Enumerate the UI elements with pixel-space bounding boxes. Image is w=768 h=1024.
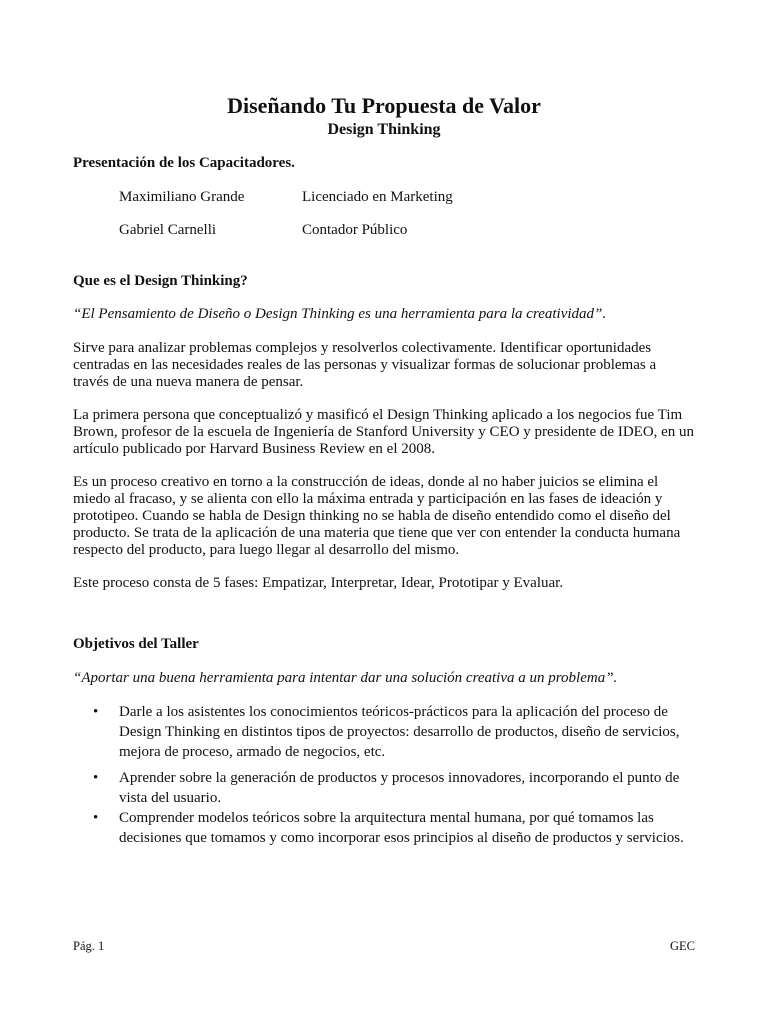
- paragraph: Es un proceso creativo en torno a la construcción de ideas, donde al no haber juicios se elimina el miedo al fracaso, y se alienta con ello la máxima entrada y participación en las fases de ideación y prototipeo. Cuando se habla de Design thinking no se habla de diseño entendido como el diseño del producto. Se trata de la aplicación de una materia que tiene que ver con entender la conducta humana respecto del producto, para luego llegar al desarrollo del mismo.: [73, 474, 681, 558]
- document-subtitle: Design Thinking: [327, 121, 441, 138]
- list-item-text: Darle a los asistentes los conocimientos teóricos-prácticos para la aplicación del proceso de Design Thinking en distintos tipos de proyectos: desarrollo de productos, diseño de servicios, mejora de proceso, armado de negocios, etc.: [119, 704, 680, 760]
- paragraph: La primera persona que conceptualizó y masificó el Design Thinking aplicado a los negocios fue Tim Brown, profesor de la escuela de Ingeniería de Stanford University y CEO y presidente de IDEO, en un artículo publicado por Harvard Business Review en el 2008.: [73, 407, 695, 457]
- document-title: Diseñando Tu Propuesta de Valor: [227, 93, 541, 118]
- list-item: [73, 808, 695, 848]
- objectives-list: [73, 702, 695, 848]
- trainer-name: Gabriel Carnelli: [119, 222, 217, 238]
- list-item: [73, 702, 695, 762]
- objectives-quote: “Aportar una buena herramienta para intentar dar una solución creativa a un problema”.: [73, 670, 618, 686]
- footer-page-number: Pág. 1: [73, 939, 105, 953]
- footer-org: GEC: [670, 939, 695, 953]
- what-heading: Que es el Design Thinking?: [73, 273, 248, 289]
- list-item-text: Comprender modelos teóricos sobre la arquitectura mental humana, por qué tomamos las decisiones que tomamos y como incorporar esos principios al diseño de productos y servicios.: [119, 810, 684, 846]
- list-item-text: Aprender sobre la generación de productos y procesos innovadores, incorporando el punto de vista del usuario.: [119, 770, 680, 806]
- objectives-heading: Objetivos del Taller: [73, 636, 199, 652]
- paragraph: Este proceso consta de 5 fases: Empatizar, Interpretar, Idear, Prototipar y Evaluar.: [73, 575, 564, 591]
- trainer-name: Maximiliano Grande: [119, 189, 245, 205]
- list-item: [73, 768, 695, 808]
- bullet-icon: •: [93, 810, 99, 826]
- paragraph: Sirve para analizar problemas complejos y resolverlos colectivamente. Identificar oportunidades centradas en las necesidades reales de las personas y visualizar formas de solucionar problemas a través de una nueva manera de pensar.: [73, 340, 657, 390]
- bullet-icon: •: [93, 770, 99, 786]
- trainer-role: Contador Público: [302, 222, 408, 238]
- bullet-icon: •: [93, 704, 99, 720]
- what-quote: “El Pensamiento de Diseño o Design Thinking es una herramienta para la creatividad”.: [73, 306, 607, 322]
- trainer-role: Licenciado en Marketing: [302, 189, 453, 205]
- trainers-heading: Presentación de los Capacitadores.: [73, 155, 295, 171]
